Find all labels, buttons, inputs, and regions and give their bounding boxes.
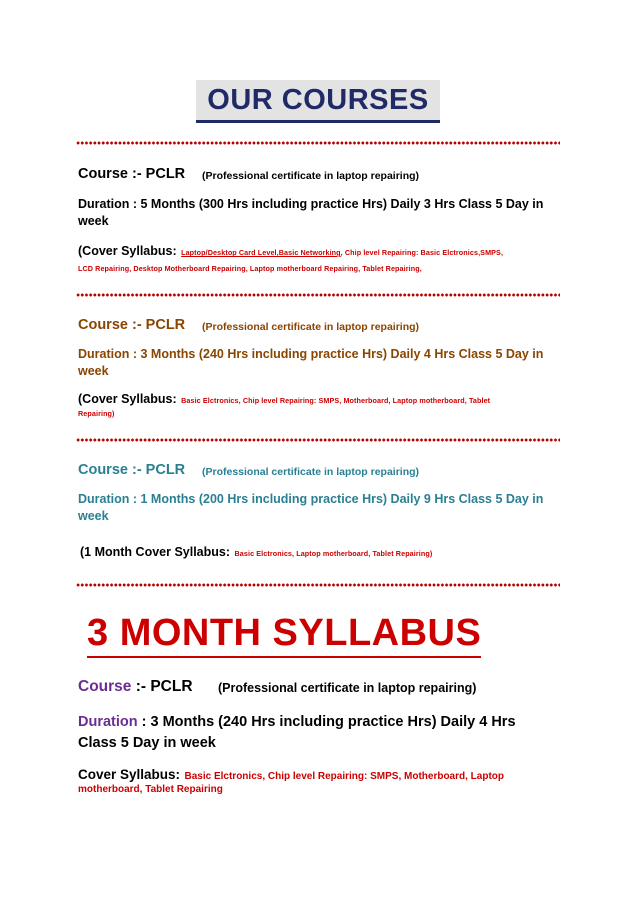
dotted-divider-3 (76, 437, 560, 443)
syllabus-cover-line2: motherboard, Tablet Repairing (78, 784, 223, 795)
syllabus-course-rest: :- PCLR (131, 678, 193, 695)
course-1-syllabus (78, 242, 503, 260)
course-3-duration: Duration : 1 Months (200 Hrs including practice Hrs) Daily 9 Hrs Class 5 Day in week (78, 492, 544, 523)
course-2-syllabus (78, 390, 490, 408)
syllabus-course (78, 678, 193, 696)
syllabus-cover-label: Cover Syllabus: (78, 767, 181, 782)
dotted-divider-2 (76, 292, 560, 298)
course-1-syllabus-line2: LCD Repairing, Desktop Motherboard Repairing, Laptop motherboard Repairing, Tablet Repairing, (78, 264, 422, 273)
course-1-syllabus-label: (Cover Syllabus: (78, 244, 177, 258)
course-3-syllabus-text: Basic Elctronics, Laptop motherboard, Tablet Repairing) (234, 549, 433, 558)
course-1-duration: Duration : 5 Months (300 Hrs including practice Hrs) Daily 3 Hrs Class 5 Day in week (78, 197, 544, 228)
syllabus-course-subtitle: (Professional certificate in laptop repairing) (218, 681, 477, 695)
course-1-syllabus-underlined: Laptop/Desktop Card Level,Basic Networking (181, 248, 341, 257)
course-2-syllabus-text: Basic Elctronics, Chip level Repairing: SMPS, Motherboard, Laptop motherboard, Tablet (181, 396, 491, 405)
syllabus-duration-rest: : 3 Months (240 Hrs including practice Hrs) Daily 4 Hrs Class 5 Day in week (78, 714, 516, 751)
course-1-syllabus-rest: , Chip level Repairing: Basic Elctronics,SMPS, (340, 248, 504, 257)
syllabus-duration-word: Duration (78, 714, 138, 730)
course-1-subtitle: (Professional certificate in laptop repairing) (202, 170, 420, 182)
syllabus-course-word: Course (78, 678, 132, 695)
course-3-syllabus-label: (1 Month Cover Syllabus: (80, 545, 231, 559)
course-2-syllabus-line2: Repairing) (78, 409, 115, 418)
course-2-name: Course :- PCLR (78, 317, 186, 333)
course-3-name: Course :- PCLR (78, 462, 186, 478)
course-3-syllabus (80, 543, 432, 561)
syllabus-title: 3 MONTH SYLLABUS (87, 610, 481, 658)
dotted-divider-1 (76, 140, 560, 146)
course-1-name: Course :- PCLR (78, 166, 186, 182)
syllabus-cover-text: Basic Elctronics, Chip level Repairing: SMPS, Motherboard, Laptop (184, 771, 504, 782)
dotted-divider-4 (76, 582, 560, 588)
syllabus-cover (78, 766, 504, 784)
page-title: OUR COURSES (207, 84, 429, 116)
course-2-duration: Duration : 3 Months (240 Hrs including practice Hrs) Daily 4 Hrs Class 5 Day in week (78, 347, 544, 378)
title-box (196, 80, 440, 123)
course-3-subtitle: (Professional certificate in laptop repairing) (202, 466, 420, 478)
syllabus-duration (78, 712, 558, 754)
course-2-subtitle: (Professional certificate in laptop repairing) (202, 321, 420, 333)
course-2-syllabus-label: (Cover Syllabus: (78, 392, 177, 406)
